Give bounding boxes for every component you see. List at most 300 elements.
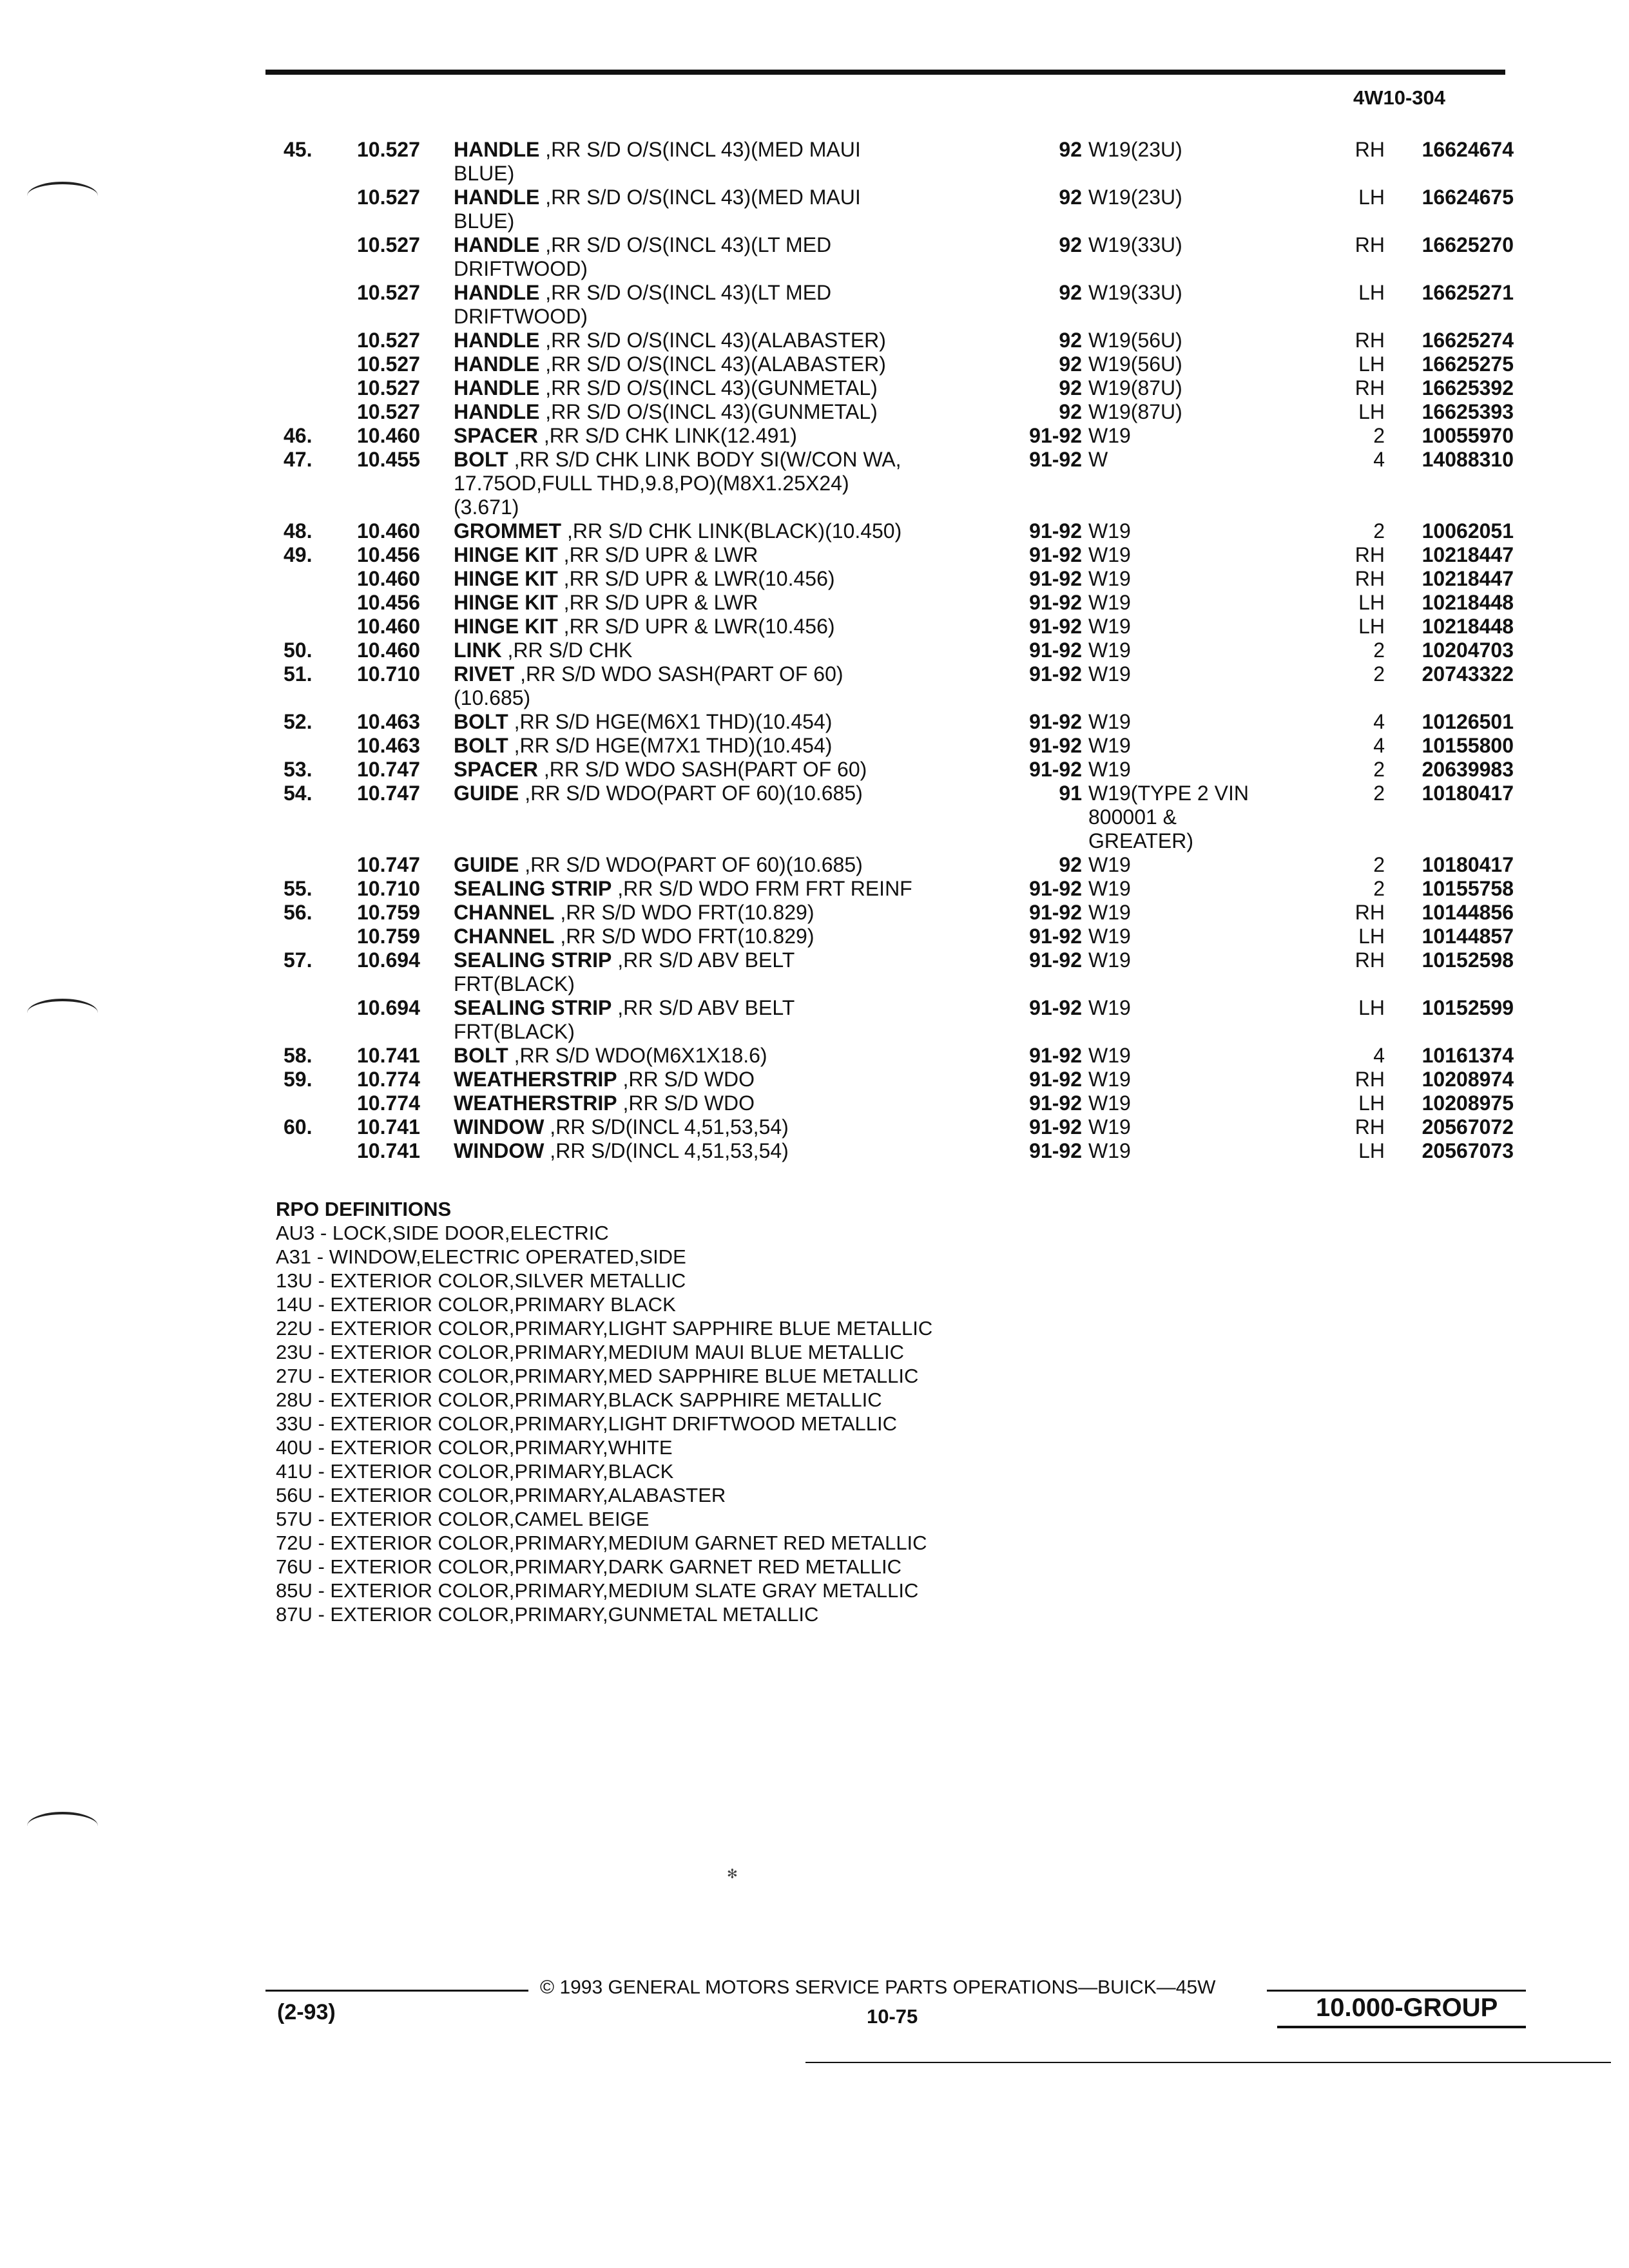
- table-row: [284, 1044, 1521, 1068]
- part-number: 10218448: [1422, 615, 1514, 638]
- quantity: LH: [1358, 591, 1385, 614]
- description: [454, 519, 1005, 543]
- description: [454, 639, 1005, 662]
- part-description-continued: 17.75OD,FULL THD,9.8,PO)(M8X1.25X24): [454, 472, 849, 495]
- group-number: 10.741: [357, 1115, 420, 1139]
- quantity: 4: [1373, 1044, 1385, 1067]
- model-code-line: W19(56U): [1088, 352, 1182, 376]
- table-row: [284, 639, 1521, 662]
- part-description: ,RR S/D WDO SASH(PART OF 60): [514, 662, 843, 686]
- model-years: 92: [1059, 853, 1082, 876]
- quantity: LH: [1358, 352, 1385, 376]
- rpo-item: 40U - EXTERIOR COLOR,PRIMARY,WHITE: [276, 1436, 673, 1459]
- table-row: [284, 233, 1521, 281]
- model-code: [1088, 734, 1320, 758]
- part-description-continued: BLUE): [454, 209, 515, 233]
- part-description: ,RR S/D CHK: [501, 639, 633, 662]
- ref-number: 57.: [284, 948, 313, 972]
- part-description-continued: (10.685): [454, 686, 531, 709]
- model-code-line: W19: [1088, 1044, 1131, 1067]
- model-code-line: W19: [1088, 662, 1131, 686]
- group-number: 10.741: [357, 1044, 420, 1067]
- model-code-line: W19: [1088, 996, 1131, 1019]
- quantity: LH: [1358, 615, 1385, 638]
- model-years: 91-92: [1029, 877, 1082, 900]
- table-row: [284, 1139, 1521, 1163]
- description: [454, 1068, 1005, 1091]
- part-description-continued: (3.671): [454, 495, 519, 519]
- rpo-list: [276, 1221, 932, 1626]
- ref-number: 55.: [284, 877, 313, 900]
- model-code: [1088, 376, 1320, 400]
- table-row: [284, 877, 1521, 901]
- group-number: 10.741: [357, 1139, 420, 1162]
- model-code-line: W19: [1088, 1068, 1131, 1091]
- table-row: [284, 329, 1521, 352]
- part-description: ,RR S/D UPR & LWR: [557, 591, 758, 614]
- part-name: CHANNEL: [454, 925, 555, 948]
- quantity: 4: [1373, 448, 1385, 471]
- description: [454, 877, 1005, 901]
- description: [454, 424, 1005, 448]
- part-name: SEALING STRIP: [454, 948, 612, 972]
- part-name: GUIDE: [454, 853, 519, 876]
- part-number: 10144857: [1422, 925, 1514, 948]
- group-number: 10.747: [357, 853, 420, 876]
- model-code: [1088, 925, 1320, 948]
- model-years: 91-92: [1029, 710, 1082, 733]
- model-code: [1088, 543, 1320, 567]
- table-row: [284, 567, 1521, 591]
- model-code-line: W19(33U): [1088, 281, 1182, 304]
- part-number: 10152599: [1422, 996, 1514, 1019]
- model-code: [1088, 352, 1320, 376]
- part-description: ,RR S/D UPR & LWR: [557, 543, 758, 566]
- group-number: 10.747: [357, 782, 420, 805]
- part-description: ,RR S/D O/S(INCL 43)(LT MED: [539, 281, 832, 304]
- model-code-line: W19(23U): [1088, 138, 1182, 161]
- rpo-item: 41U - EXTERIOR COLOR,PRIMARY,BLACK: [276, 1460, 674, 1483]
- description: [454, 710, 1005, 734]
- model-code-line: W19: [1088, 639, 1131, 662]
- part-name: HINGE KIT: [454, 543, 558, 566]
- model-years: 91-92: [1029, 639, 1082, 662]
- quantity: RH: [1354, 376, 1385, 399]
- model-years: 91: [1059, 782, 1082, 805]
- group-number: 10.527: [357, 233, 420, 256]
- part-description: ,RR S/D WDO(PART OF 60)(10.685): [519, 782, 863, 805]
- group-number: 10.463: [357, 734, 420, 757]
- model-years: 91-92: [1029, 925, 1082, 948]
- table-row: [284, 925, 1521, 948]
- part-name: CHANNEL: [454, 901, 555, 924]
- part-number: 10218448: [1422, 591, 1514, 614]
- quantity: LH: [1358, 996, 1385, 1019]
- model-code: [1088, 1115, 1320, 1139]
- part-number: 10218447: [1422, 543, 1514, 566]
- table-row: [284, 448, 1521, 519]
- description: [454, 233, 1005, 281]
- part-name: HANDLE: [454, 376, 540, 399]
- footer-page-number: 10-75: [867, 2005, 918, 2028]
- group-number: 10.774: [357, 1068, 420, 1091]
- part-number: 16624674: [1422, 138, 1514, 161]
- group-number: 10.527: [357, 329, 420, 352]
- part-description: ,RR S/D O/S(INCL 43)(GUNMETAL): [539, 376, 878, 399]
- table-row: [284, 758, 1521, 782]
- model-code-line: 800001 &: [1088, 805, 1177, 829]
- table-row: [284, 901, 1521, 925]
- model-code-line: W19: [1088, 853, 1131, 876]
- part-description: ,RR S/D WDO SASH(PART OF 60): [537, 758, 867, 781]
- part-number: 14088310: [1422, 448, 1514, 471]
- part-description: ,RR S/D(INCL 4,51,53,54): [544, 1139, 789, 1162]
- model-code: [1088, 1091, 1320, 1115]
- table-row: [284, 543, 1521, 567]
- description: [454, 782, 1005, 805]
- page-id: 4W10-304: [1353, 86, 1446, 109]
- model-code-line: W19(TYPE 2 VIN: [1088, 782, 1249, 805]
- table-row: [284, 1115, 1521, 1139]
- description: [454, 948, 1005, 996]
- quantity: RH: [1354, 901, 1385, 924]
- description: [454, 996, 1005, 1044]
- quantity: RH: [1354, 948, 1385, 972]
- part-name: HANDLE: [454, 329, 540, 352]
- quantity: 2: [1373, 758, 1385, 781]
- table-row: [284, 996, 1521, 1044]
- part-name: WEATHERSTRIP: [454, 1068, 617, 1091]
- model-code-line: W19: [1088, 948, 1131, 972]
- model-years: 92: [1059, 376, 1082, 399]
- model-code-line: W19: [1088, 591, 1131, 614]
- quantity: LH: [1358, 925, 1385, 948]
- part-number: 10062051: [1422, 519, 1514, 543]
- part-number: 10204703: [1422, 639, 1514, 662]
- model-code-line: W19: [1088, 877, 1131, 900]
- model-code: [1088, 567, 1320, 591]
- part-description: ,RR S/D ABV BELT: [612, 996, 795, 1019]
- description: [454, 853, 1005, 877]
- model-code: [1088, 448, 1320, 472]
- group-number: 10.527: [357, 281, 420, 304]
- part-name: HANDLE: [454, 400, 540, 423]
- part-number: 20567072: [1422, 1115, 1514, 1139]
- model-years: 92: [1059, 329, 1082, 352]
- part-description: ,RR S/D WDO FRT(10.829): [554, 925, 815, 948]
- model-code-line: W19(87U): [1088, 376, 1182, 399]
- table-row: [284, 424, 1521, 448]
- quantity: RH: [1354, 1068, 1385, 1091]
- quantity: RH: [1354, 1115, 1385, 1139]
- part-description-continued: FRT(BLACK): [454, 1020, 575, 1043]
- group-number: 10.527: [357, 138, 420, 161]
- ref-number: 60.: [284, 1115, 313, 1139]
- description: [454, 1115, 1005, 1139]
- footer-rule-right: [1267, 1990, 1526, 1992]
- model-code-line: GREATER): [1088, 829, 1193, 852]
- model-code-line: W19: [1088, 925, 1131, 948]
- model-code-line: W19: [1088, 1139, 1131, 1162]
- model-years: 91-92: [1029, 615, 1082, 638]
- group-number: 10.460: [357, 519, 420, 543]
- model-years: 91-92: [1029, 567, 1082, 590]
- description: [454, 734, 1005, 758]
- group-number: 10.527: [357, 400, 420, 423]
- group-number: 10.527: [357, 376, 420, 399]
- description: [454, 901, 1005, 925]
- quantity: RH: [1354, 233, 1385, 256]
- model-years: 91-92: [1029, 1044, 1082, 1067]
- part-number: 10152598: [1422, 948, 1514, 972]
- footer-date: (2-93): [277, 2000, 336, 2024]
- part-name: WINDOW: [454, 1115, 545, 1139]
- part-description: ,RR S/D HGE(M6X1 THD)(10.454): [508, 710, 833, 733]
- top-rule: [265, 70, 1505, 75]
- model-code: [1088, 400, 1320, 424]
- table-row: [284, 352, 1521, 376]
- model-code-line: W19(56U): [1088, 329, 1182, 352]
- group-number: 10.747: [357, 758, 420, 781]
- ref-number: 50.: [284, 639, 313, 662]
- description: [454, 758, 1005, 782]
- scan-speck: ✻: [727, 1867, 738, 1881]
- part-description: ,RR S/D ABV BELT: [612, 948, 795, 972]
- part-description: ,RR S/D O/S(INCL 43)(ALABASTER): [539, 352, 886, 376]
- model-years: 91-92: [1029, 424, 1082, 447]
- rpo-title: RPO DEFINITIONS: [276, 1198, 452, 1220]
- rpo-item: 72U - EXTERIOR COLOR,PRIMARY,MEDIUM GARNET RED METALLIC: [276, 1532, 927, 1554]
- description: [454, 400, 1005, 424]
- ref-number: 56.: [284, 901, 313, 924]
- table-row: [284, 734, 1521, 758]
- part-number: 20639983: [1422, 758, 1514, 781]
- rpo-item: 56U - EXTERIOR COLOR,PRIMARY,ALABASTER: [276, 1484, 726, 1506]
- model-code: [1088, 877, 1320, 901]
- quantity: RH: [1354, 138, 1385, 161]
- model-code: [1088, 424, 1320, 448]
- table-row: [284, 591, 1521, 615]
- model-code-line: W19: [1088, 567, 1131, 590]
- margin-mark: [27, 999, 98, 1027]
- model-code: [1088, 639, 1320, 662]
- part-number: 16625271: [1422, 281, 1514, 304]
- margin-mark: [27, 1812, 98, 1840]
- part-name: SPACER: [454, 758, 538, 781]
- model-code: [1088, 519, 1320, 543]
- part-number: 10161374: [1422, 1044, 1514, 1067]
- rpo-item: 27U - EXTERIOR COLOR,PRIMARY,MED SAPPHIRE BLUE METALLIC: [276, 1365, 919, 1387]
- model-years: 92: [1059, 233, 1082, 256]
- part-description: ,RR S/D UPR & LWR(10.456): [557, 615, 835, 638]
- rpo-item: A31 - WINDOW,ELECTRIC OPERATED,SIDE: [276, 1245, 686, 1268]
- part-description: ,RR S/D WDO: [617, 1091, 755, 1115]
- ref-number: 54.: [284, 782, 313, 805]
- part-description: ,RR S/D WDO(PART OF 60)(10.685): [519, 853, 863, 876]
- description: [454, 662, 1005, 710]
- part-number: 16625270: [1422, 233, 1514, 256]
- group-number: 10.759: [357, 925, 420, 948]
- model-code: [1088, 948, 1320, 972]
- model-code: [1088, 1044, 1320, 1068]
- model-code-line: W19: [1088, 1115, 1131, 1139]
- quantity: RH: [1354, 543, 1385, 566]
- quantity: 2: [1373, 424, 1385, 447]
- part-description: ,RR S/D WDO(M6X1X18.6): [508, 1044, 767, 1067]
- model-years: 91-92: [1029, 448, 1082, 471]
- model-years: 92: [1059, 400, 1082, 423]
- description: [454, 1091, 1005, 1115]
- model-years: 91-92: [1029, 1115, 1082, 1139]
- rpo-item: 22U - EXTERIOR COLOR,PRIMARY,LIGHT SAPPHIRE BLUE METALLIC: [276, 1317, 933, 1340]
- quantity: LH: [1358, 1139, 1385, 1162]
- margin-mark: [27, 182, 98, 210]
- ref-number: 45.: [284, 138, 313, 161]
- part-name: HANDLE: [454, 186, 540, 209]
- part-number: 10208974: [1422, 1068, 1514, 1091]
- part-description: ,RR S/D CHK LINK BODY SI(W/CON WA,: [508, 448, 901, 471]
- rpo-item: 33U - EXTERIOR COLOR,PRIMARY,LIGHT DRIFTWOOD METALLIC: [276, 1412, 898, 1435]
- quantity: 2: [1373, 877, 1385, 900]
- part-name: SEALING STRIP: [454, 996, 612, 1019]
- table-row: [284, 1091, 1521, 1115]
- group-number: 10.460: [357, 424, 420, 447]
- model-code: [1088, 281, 1320, 305]
- model-code-line: W19(87U): [1088, 400, 1182, 423]
- group-number: 10.460: [357, 615, 420, 638]
- model-years: 91-92: [1029, 662, 1082, 686]
- description: [454, 925, 1005, 948]
- model-years: 91-92: [1029, 591, 1082, 614]
- model-code-line: W19: [1088, 710, 1131, 733]
- table-row: [284, 782, 1521, 853]
- part-name: SEALING STRIP: [454, 877, 612, 900]
- group-number: 10.527: [357, 186, 420, 209]
- description: [454, 448, 1005, 519]
- model-code-line: W19: [1088, 543, 1131, 566]
- part-description: ,RR S/D O/S(INCL 43)(ALABASTER): [539, 329, 886, 352]
- part-number: 10126501: [1422, 710, 1514, 733]
- part-name: GUIDE: [454, 782, 519, 805]
- part-description: ,RR S/D UPR & LWR(10.456): [557, 567, 835, 590]
- part-name: HINGE KIT: [454, 567, 558, 590]
- quantity: 4: [1373, 710, 1385, 733]
- model-code: [1088, 710, 1320, 734]
- table-row: [284, 615, 1521, 639]
- part-name: HANDLE: [454, 281, 540, 304]
- part-number: 10218447: [1422, 567, 1514, 590]
- part-name: LINK: [454, 639, 502, 662]
- part-name: BOLT: [454, 734, 508, 757]
- part-name: HANDLE: [454, 352, 540, 376]
- footer-rule-left: [265, 1990, 528, 1992]
- table-row: [284, 281, 1521, 329]
- part-name: HINGE KIT: [454, 615, 558, 638]
- description: [454, 281, 1005, 329]
- part-name: HANDLE: [454, 138, 540, 161]
- part-description: ,RR S/D(INCL 4,51,53,54): [544, 1115, 789, 1139]
- model-years: 91-92: [1029, 543, 1082, 566]
- model-years: 92: [1059, 281, 1082, 304]
- description: [454, 329, 1005, 352]
- rpo-item: 57U - EXTERIOR COLOR,CAMEL BEIGE: [276, 1508, 650, 1530]
- table-row: [284, 376, 1521, 400]
- description: [454, 1044, 1005, 1068]
- description: [454, 615, 1005, 639]
- part-description: ,RR S/D O/S(INCL 43)(GUNMETAL): [539, 400, 878, 423]
- model-code: [1088, 138, 1320, 162]
- part-name: HANDLE: [454, 233, 540, 256]
- model-years: 92: [1059, 352, 1082, 376]
- part-description: ,RR S/D O/S(INCL 43)(MED MAUI: [539, 138, 861, 161]
- table-row: [284, 1068, 1521, 1091]
- group-number: 10.460: [357, 567, 420, 590]
- group-number: 10.774: [357, 1091, 420, 1115]
- quantity: LH: [1358, 281, 1385, 304]
- model-code-line: W19: [1088, 758, 1131, 781]
- model-years: 91-92: [1029, 948, 1082, 972]
- rpo-item: 13U - EXTERIOR COLOR,SILVER METALLIC: [276, 1269, 686, 1292]
- quantity: 2: [1373, 662, 1385, 686]
- table-row: [284, 186, 1521, 233]
- model-years: 91-92: [1029, 1139, 1082, 1162]
- footer-rule-group: [1277, 2026, 1526, 2028]
- part-number: 20567073: [1422, 1139, 1514, 1162]
- ref-number: 53.: [284, 758, 313, 781]
- rpo-item: 76U - EXTERIOR COLOR,PRIMARY,DARK GARNET RED METALLIC: [276, 1555, 901, 1578]
- rpo-item: 23U - EXTERIOR COLOR,PRIMARY,MEDIUM MAUI BLUE METALLIC: [276, 1341, 904, 1363]
- part-number: 10055970: [1422, 424, 1514, 447]
- model-years: 91-92: [1029, 1091, 1082, 1115]
- part-description-continued: DRIFTWOOD): [454, 257, 588, 280]
- model-years: 91-92: [1029, 1068, 1082, 1091]
- part-description: ,RR S/D WDO: [617, 1068, 755, 1091]
- parts-list: [284, 138, 1521, 1163]
- group-number: 10.710: [357, 877, 420, 900]
- ref-number: 58.: [284, 1044, 313, 1067]
- part-name: BOLT: [454, 710, 508, 733]
- model-code-line: W19: [1088, 519, 1131, 543]
- rpo-definitions: [276, 1197, 932, 1626]
- ref-number: 47.: [284, 448, 313, 471]
- ref-number: 52.: [284, 710, 313, 733]
- part-number: 10208975: [1422, 1091, 1514, 1115]
- part-description-continued: DRIFTWOOD): [454, 305, 588, 328]
- description: [454, 138, 1005, 186]
- model-code-line: W19(23U): [1088, 186, 1182, 209]
- ref-number: 48.: [284, 519, 313, 543]
- part-description: ,RR S/D HGE(M7X1 THD)(10.454): [508, 734, 833, 757]
- part-number: 16624675: [1422, 186, 1514, 209]
- model-code: [1088, 233, 1320, 257]
- part-description: ,RR S/D O/S(INCL 43)(LT MED: [539, 233, 832, 256]
- rpo-item: 28U - EXTERIOR COLOR,PRIMARY,BLACK SAPPHIRE METALLIC: [276, 1389, 882, 1411]
- quantity: RH: [1354, 329, 1385, 352]
- rpo-item: 87U - EXTERIOR COLOR,PRIMARY,GUNMETAL METALLIC: [276, 1603, 819, 1626]
- part-name: SPACER: [454, 424, 538, 447]
- part-name: BOLT: [454, 1044, 508, 1067]
- group-number: 10.455: [357, 448, 420, 471]
- group-number: 10.463: [357, 710, 420, 733]
- part-description-continued: BLUE): [454, 162, 515, 185]
- rpo-item: AU3 - LOCK,SIDE DOOR,ELECTRIC: [276, 1222, 609, 1244]
- part-number: 10144856: [1422, 901, 1514, 924]
- model-code: [1088, 591, 1320, 615]
- part-description: ,RR S/D WDO FRT(10.829): [554, 901, 815, 924]
- quantity: 2: [1373, 639, 1385, 662]
- description: [454, 1139, 1005, 1163]
- part-description: ,RR S/D CHK LINK(BLACK)(10.450): [561, 519, 902, 543]
